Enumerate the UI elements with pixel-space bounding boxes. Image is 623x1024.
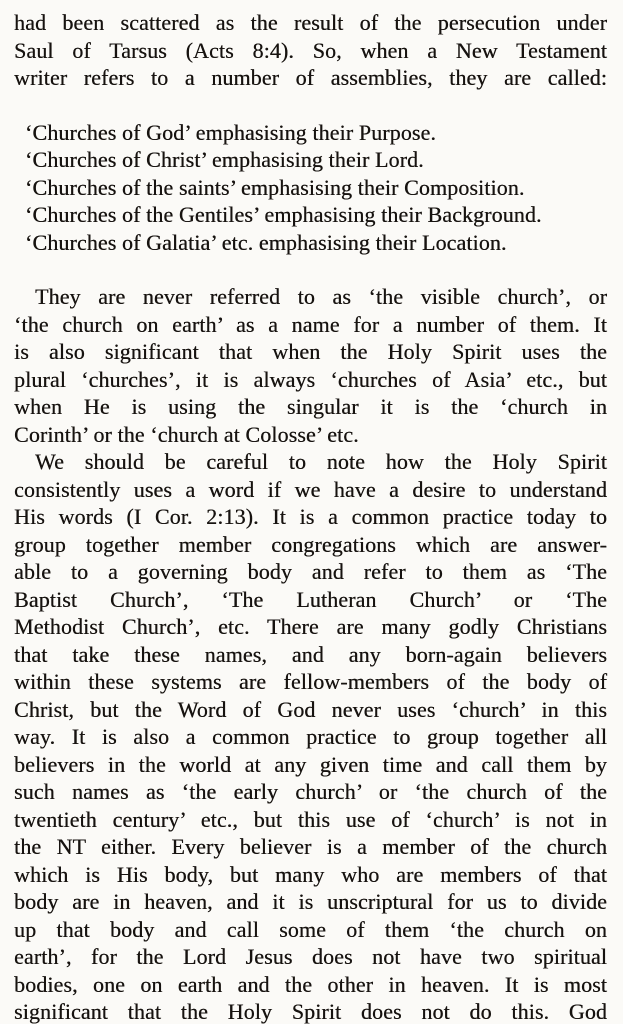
text-line: Corinth’ or the ‘church at Colosse’ etc. [14,421,359,447]
text-line: Baptist Church’, ‘The Lutheran Church’ or ‘The [14,586,607,612]
text-line: His words (I Cor. 2:13). It is a common practice today to [14,504,607,529]
text-line: bodies, one on earth and the other in heaven. It is most [14,971,607,997]
text-line: Saul of Tarsus (Acts 8:4). So, when a New Testament [14,37,607,63]
text-line: ‘Churches of the Gentiles’ emphasising their Background. [25,202,542,227]
paragraph-continuation [14,9,607,92]
text-line: ‘Churches of God’ emphasising their Purpose. [25,119,436,145]
text-line: able to a governing body and refer to them as ‘The [14,559,607,584]
text-line: writer refers to a number of assemblies, they are called: [14,65,607,90]
text-line: twentieth century’ etc., but this use of ‘church’ is not in [14,806,607,832]
text-line: group together member congregations which are answer- [14,531,607,557]
text-line: when He is using the singular it is the ‘church in [14,394,607,419]
text-line: Christ, but the Word of God never uses ‘church’ in this [14,696,607,722]
text-line: They are never referred to as ‘the visible church’, or [35,284,607,309]
text-line: up that body and call some of them ‘the church on [14,916,607,942]
churches-name-list [25,119,607,257]
text-line: ‘Churches of Christ’ emphasising their Lord. [25,147,424,172]
text-line: is also significant that when the Holy Spirit uses the [14,339,607,364]
paragraph-holy-spirit-usage [14,448,607,1024]
text-line: ‘the church on earth’ as a name for a number of them. It [14,311,607,337]
text-line: had been scattered as the result of the persecution under [14,10,607,35]
text-line: the NT either. Every believer is a member of the church [14,834,607,859]
paragraph-never-referred [14,283,607,448]
text-line: way. It is also a common practice to group together all [14,724,607,749]
text-line: body are in heaven, and it is unscriptural for us to divide [14,889,607,914]
text-line: ‘Churches of the saints’ emphasising their Composition. [25,174,525,200]
text-line: earth’, for the Lord Jesus does not have two spiritual [14,944,607,969]
text-line: plural ‘churches’, it is always ‘churches of Asia’ etc., but [14,366,607,392]
text-line: such names as ‘the early church’ or ‘the church of the [14,779,607,804]
text-line: which is His body, but many who are members of that [14,861,607,887]
text-line: believers in the world at any given time and call them by [14,751,607,777]
text-line: ‘Churches of Galatia’ etc. emphasising their Location. [25,229,507,255]
text-line: significant that the Holy Spirit does not do this. God [14,999,607,1024]
text-line: consistently uses a word if we have a desire to understand [14,476,607,502]
text-line: We should be careful to note how the Holy Spirit [35,449,607,474]
text-line: Methodist Church’, etc. There are many godly Christians [14,614,607,639]
text-line: that take these names, and any born-again believers [14,641,607,667]
text-line: within these systems are fellow-members of the body of [14,669,607,694]
